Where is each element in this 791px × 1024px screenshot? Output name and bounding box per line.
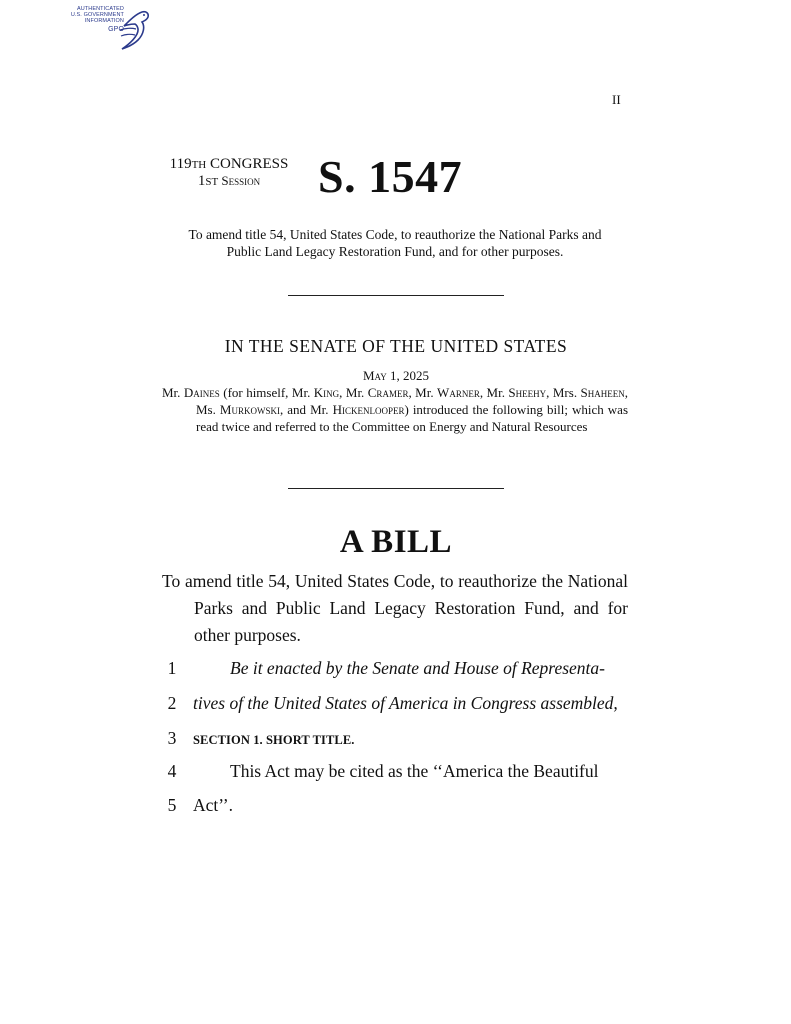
intro-text: ) introduced the following bill; which was read twice and referred to the Committee on Energy and Natural Resources [196, 402, 628, 434]
line-number: 5 [167, 795, 177, 815]
intro-text: (for himself, Mr. [219, 385, 314, 400]
intro-text: , Mr. [479, 385, 509, 400]
introduction-date: May 1, 2025 [363, 368, 429, 383]
logo-line-2: U.S. GOVERNMENT [70, 12, 124, 19]
short-description: To amend title 54, United States Code, to reauthorize the National Parks and Public Land Legacy Restoration Fund, and for other purposes. [188, 227, 602, 259]
congress-label: 119TH CONGRESS [169, 156, 289, 172]
line-text: tives of the United States of America in Congress assembled, [193, 693, 618, 713]
line-number: 3 [167, 728, 177, 748]
bill-line [162, 728, 628, 762]
bill-number: S. 1547 [318, 151, 463, 202]
congress-session [162, 156, 296, 190]
intro-text: , Mr. [408, 385, 438, 400]
intro-text: , and Mr. [279, 402, 333, 417]
line-text: Be it enacted by the Senate and House of Representa- [230, 658, 605, 678]
sponsor-name: Shaheen [580, 385, 625, 400]
sponsor-name: Warner [437, 385, 480, 400]
bill-line [162, 795, 628, 829]
line-text: This Act may be cited as the ‘‘America the Beautiful [230, 761, 599, 781]
logo-line-3: INFORMATION [84, 18, 124, 25]
logo-line-1: AUTHENTICATED [76, 6, 124, 12]
line-number: 2 [167, 693, 177, 713]
introduction-paragraph [162, 384, 628, 435]
long-title-text: To amend title 54, United States Code, to reauthorize the National Parks and Public Land Legacy Restoration Fund, and for other purposes. [162, 571, 628, 645]
bill-line [162, 693, 628, 727]
intro-text: , Mrs. [546, 385, 581, 400]
line-number: 4 [167, 761, 177, 781]
intro-text: , Ms. [196, 385, 629, 417]
page-mark: II [612, 92, 621, 107]
sponsor-name: Sheehy [508, 385, 547, 400]
gpo-authentication-logo [62, 6, 152, 50]
chamber-heading: IN THE SENATE OF THE UNITED STATES [224, 336, 568, 356]
line-number: 1 [167, 658, 177, 678]
sponsor-name: King [313, 385, 340, 400]
bill-line [162, 761, 628, 795]
logo-gpo: GPO [108, 25, 124, 33]
intro-text: Mr. [162, 385, 184, 400]
sponsor-name: Murkowski [219, 402, 280, 417]
long-title [162, 568, 628, 649]
gpo-logo-text [62, 6, 124, 33]
divider [288, 295, 504, 296]
line-text: Act’’. [193, 795, 233, 815]
eagle-icon [120, 6, 152, 50]
divider [288, 488, 504, 489]
sponsor-name: Hickenlooper [332, 402, 405, 417]
session-label: 1ST Session [197, 173, 261, 189]
sponsor-name: Cramer [367, 385, 409, 400]
intro-text: , Mr. [339, 385, 368, 400]
section-heading: SECTION 1. SHORT TITLE. [193, 733, 355, 747]
sponsor-name: Daines [183, 385, 220, 400]
a-bill-heading: A BILL [339, 524, 453, 560]
bill-line [162, 658, 628, 692]
